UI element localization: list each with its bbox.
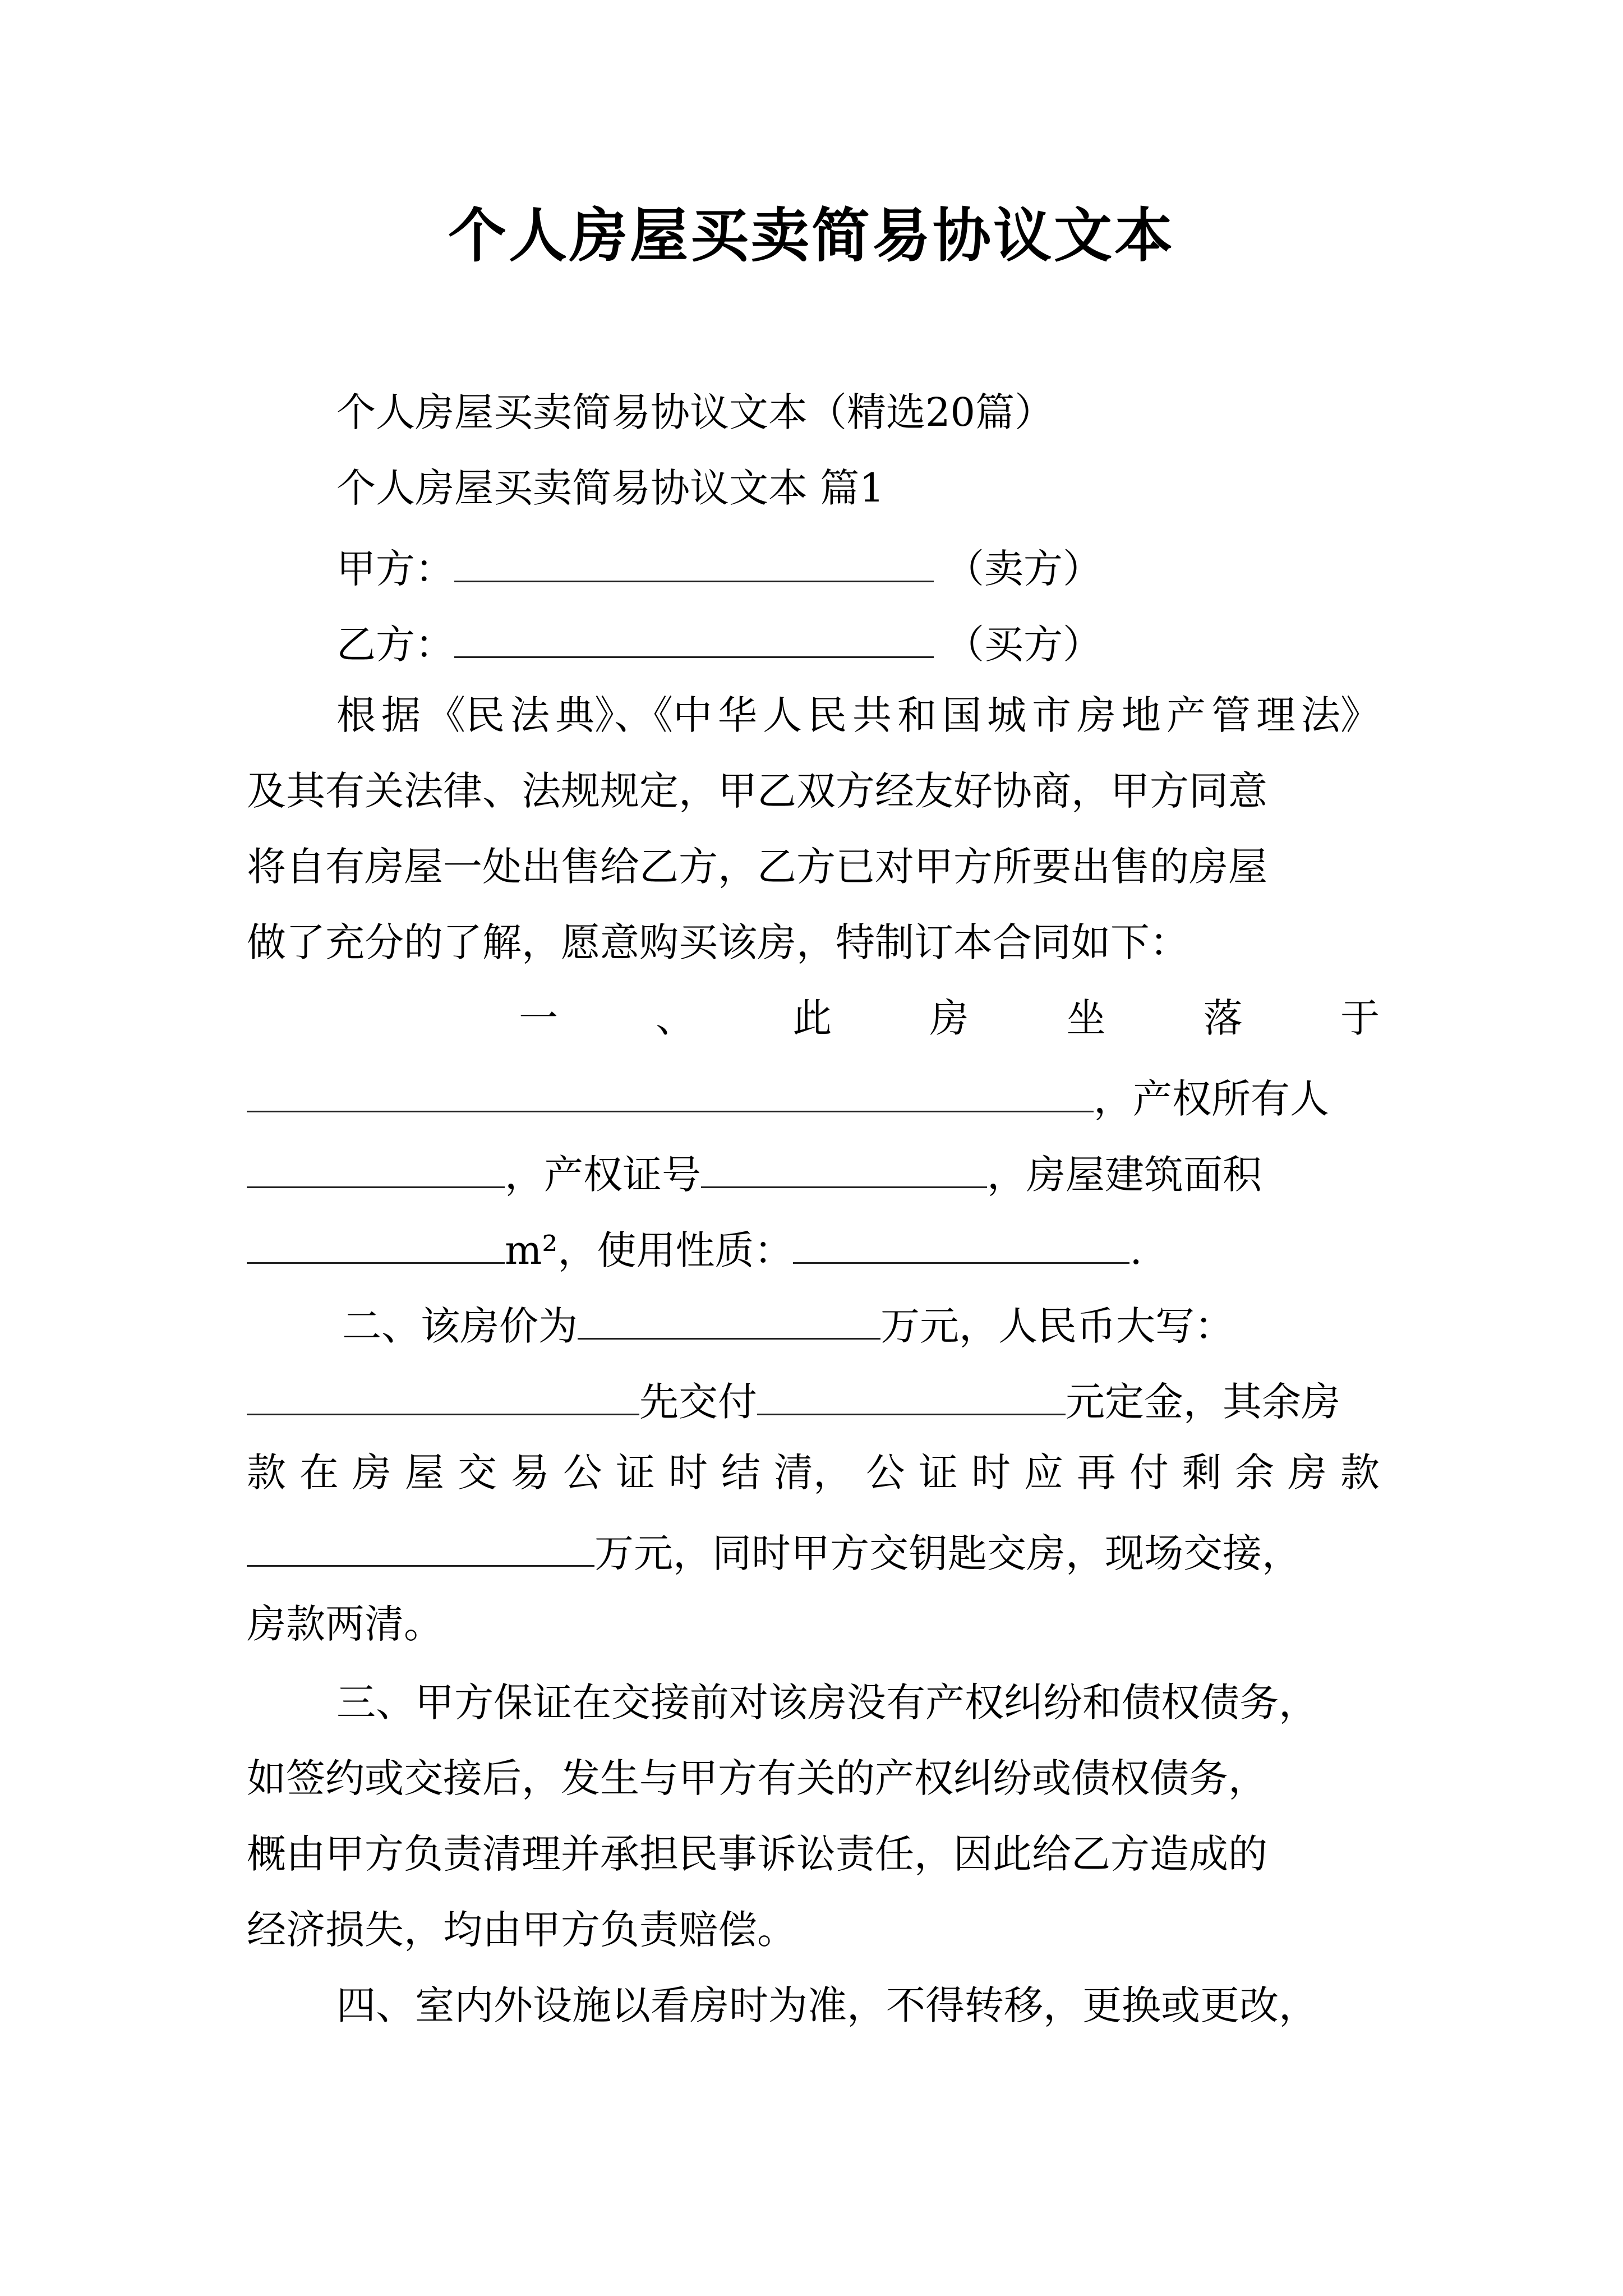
clause-2-word: 房	[352, 1450, 391, 1496]
clause-1-word: 于	[1340, 995, 1380, 1041]
clause-4-line-1: 四、室内外设施以看房时为准，不得转移，更换或更改，	[336, 1982, 1318, 2028]
intro-word: 理	[1256, 692, 1295, 738]
intro-word: 法	[510, 692, 550, 738]
clause-1-owner-line	[247, 1066, 1329, 1127]
intro-word: 房	[1077, 692, 1116, 738]
clause-2-word: 付	[1129, 1450, 1169, 1496]
clause-2-line-3	[247, 1444, 1380, 1501]
intro-word: 管	[1211, 692, 1251, 738]
clause-1-word: 、	[656, 995, 695, 1041]
clause-2-word: 款	[1340, 1450, 1380, 1496]
party-b-blank[interactable]	[454, 611, 934, 658]
clause-1-cert-line	[247, 1142, 1262, 1203]
clause-2-line-1	[342, 1293, 1234, 1354]
intro-word: 市	[1032, 692, 1071, 738]
clause-2-word: 时	[668, 1450, 708, 1496]
document-subtitle: 个人房屋买卖简易协议文本（精选20篇）	[336, 389, 1054, 435]
clause-3-line-1: 三、甲方保证在交接前对该房没有产权纠纷和债权债务，	[336, 1680, 1318, 1726]
intro-word: 据	[381, 692, 421, 738]
usage-label: m²，使用性质：	[505, 1227, 794, 1273]
intro-line-2: 及其有关法律、法规规定，甲乙双方经友好协商，甲方同意	[247, 768, 1267, 814]
clause-2-word: 屋	[405, 1450, 444, 1496]
intro-word: 法》	[1301, 692, 1380, 738]
owner-blank[interactable]	[247, 1142, 505, 1188]
intro-word: 和	[897, 692, 937, 738]
clause-1-word: 坐	[1066, 995, 1106, 1041]
intro-line-1	[336, 687, 1380, 743]
intro-word: 典》、《中	[555, 692, 712, 738]
intro-word: 共	[852, 692, 892, 738]
clause-1-usage-line	[247, 1217, 1142, 1278]
remaining-blank[interactable]	[247, 1520, 594, 1567]
cert-blank[interactable]	[701, 1142, 987, 1188]
intro-word: 产	[1166, 692, 1206, 738]
intro-word: 华	[718, 692, 757, 738]
clause-2-line-5: 房款两清。	[247, 1601, 443, 1647]
intro-word: 《民	[426, 692, 505, 738]
intro-word: 地	[1122, 692, 1161, 738]
intro-word: 国	[942, 692, 981, 738]
intro-word: 根	[336, 692, 376, 738]
clause-2-word: 房	[1288, 1450, 1327, 1496]
clause-3-line-4: 经济损失，均由甲方负责赔偿。	[247, 1907, 796, 1953]
location-blank[interactable]	[247, 1066, 1094, 1112]
party-a-role: （卖方）	[945, 546, 1102, 592]
party-a-label: 甲方：	[336, 546, 454, 592]
remaining-label: 万元，同时甲方交钥匙交房，现场交接，	[594, 1530, 1301, 1576]
area-label: ，房屋建筑面积	[987, 1152, 1262, 1198]
area-blank[interactable]	[247, 1217, 505, 1264]
intro-word: 人	[763, 692, 802, 738]
party-b-line	[336, 611, 1102, 673]
clause-1-heading	[519, 990, 1380, 1046]
usage-blank[interactable]	[793, 1217, 1129, 1264]
clause-1-word: 一	[519, 995, 558, 1041]
intro-line-3: 将自有房屋一处出售给乙方，乙方已对甲方所要出售的房屋	[247, 844, 1267, 890]
price-blank[interactable]	[578, 1293, 880, 1340]
clause-2-line-2	[247, 1369, 1340, 1430]
deposit-label: 先交付	[639, 1379, 757, 1425]
clause-2-word: 交	[458, 1450, 497, 1496]
usage-end: .	[1129, 1227, 1142, 1273]
intro-line-4: 做了充分的了解，愿意购买该房，特制订本合同如下：	[247, 919, 1189, 965]
owner-label: ，产权所有人	[1094, 1076, 1329, 1122]
clause-2-word: 清，	[774, 1450, 852, 1496]
clause-2-word: 时	[971, 1450, 1011, 1496]
party-a-blank[interactable]	[454, 536, 934, 582]
document-title: 个人房屋买卖简易协议文本	[448, 201, 1175, 270]
clause-2-word: 证	[616, 1450, 655, 1496]
clause-3-line-2: 如签约或交接后，发生与甲方有关的产权纠纷或债权债务，	[247, 1755, 1267, 1801]
clause-2-line-4	[247, 1520, 1301, 1581]
clause-2-word: 应	[1024, 1450, 1063, 1496]
party-b-role: （买方）	[945, 622, 1102, 668]
clause-2-word: 款	[247, 1450, 286, 1496]
clause-2-word: 余	[1235, 1450, 1274, 1496]
price-unit: 万元，人民币大写：	[880, 1303, 1234, 1349]
price-label: 二、该房价为	[342, 1303, 578, 1349]
clause-2-word: 在	[299, 1450, 339, 1496]
party-a-line	[336, 536, 1102, 597]
clause-2-word: 公	[866, 1450, 905, 1496]
clause-1-word: 落	[1203, 995, 1243, 1041]
clause-3-line-3: 概由甲方负责清理并承担民事诉讼责任，因此给乙方造成的	[247, 1831, 1267, 1877]
price-words-blank[interactable]	[247, 1369, 639, 1415]
clause-1-word: 房	[929, 995, 969, 1041]
intro-word: 城	[987, 692, 1026, 738]
party-b-label: 乙方：	[336, 622, 454, 668]
clause-1-word: 此	[792, 995, 832, 1041]
clause-2-word: 再	[1077, 1450, 1116, 1496]
intro-word: 民	[808, 692, 847, 738]
clause-2-word: 易	[510, 1450, 550, 1496]
clause-2-word: 公	[563, 1450, 602, 1496]
deposit-blank[interactable]	[757, 1369, 1066, 1415]
cert-label: ，产权证号	[505, 1152, 701, 1198]
clause-2-word: 证	[919, 1450, 958, 1496]
clause-2-word: 结	[721, 1450, 760, 1496]
deposit-unit: 元定金，其余房	[1066, 1379, 1340, 1425]
clause-2-word: 剩	[1182, 1450, 1221, 1496]
section-heading: 个人房屋买卖简易协议文本 篇1	[336, 465, 884, 511]
